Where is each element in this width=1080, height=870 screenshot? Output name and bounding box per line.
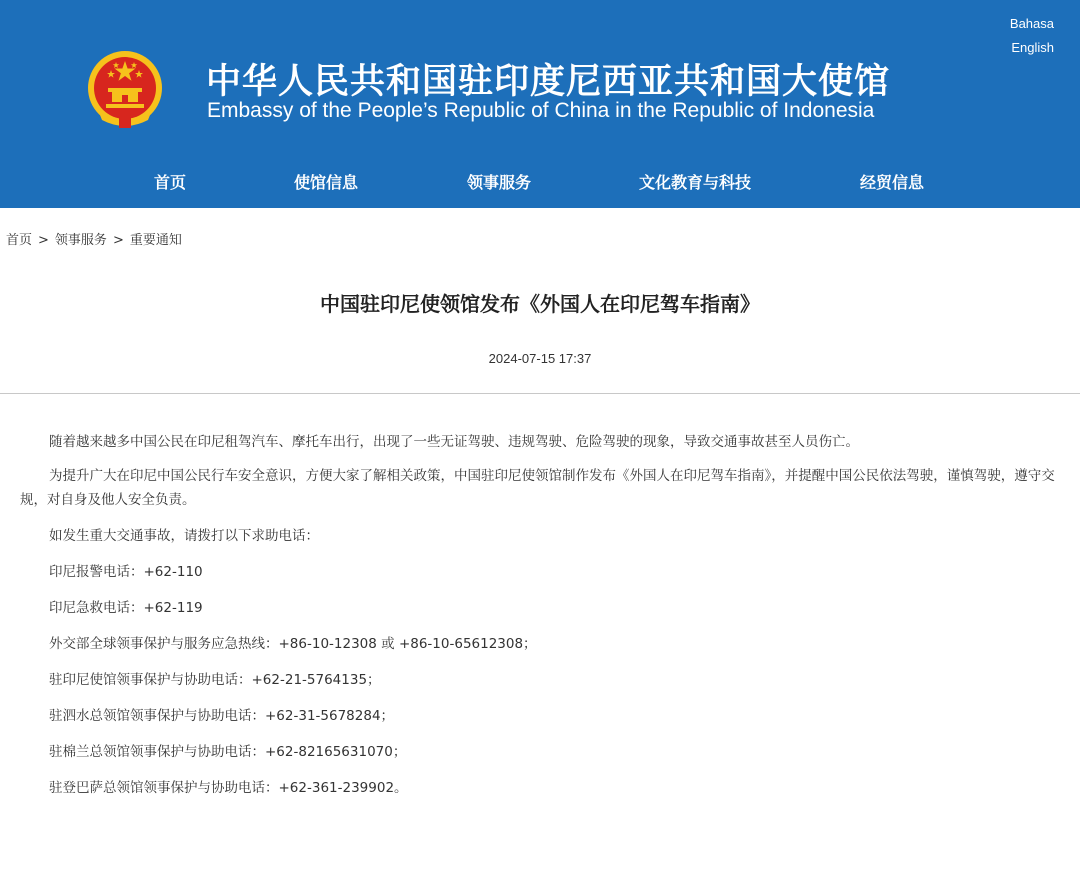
main-nav <box>0 158 1080 202</box>
article-paragraph: 如发生重大交通事故，请拨打以下求助电话： <box>49 528 319 544</box>
site-title-cn: 中华人民共和国驻印度尼西亚共和国大使馆 <box>206 62 891 102</box>
breadcrumb-separator: > <box>112 233 124 248</box>
breadcrumb-separator: > <box>38 233 49 248</box>
article-body <box>20 430 1062 812</box>
hotline-item: 印尼报警电话：+62-110 <box>49 564 203 580</box>
hotline-item: 驻登巴萨总领馆领事保护与协助电话：+62-361-239902。 <box>49 780 408 796</box>
breadcrumb-consular-services[interactable]: 领事服务 <box>54 233 107 248</box>
hotline-item: 驻印尼使馆领事保护与协助电话：+62-21-5764135； <box>49 672 381 688</box>
hotline-item: 驻泗水总领馆领事保护与协助电话：+62-31-5678284； <box>49 708 395 724</box>
site-header <box>0 0 1080 208</box>
article-paragraph: 随着越来越多中国公民在印尼租驾汽车、摩托车出行，出现了一些无证驾驶、违规驾驶、危险驾驶的现象，导致交通事故甚至人员伤亡。 <box>49 434 859 450</box>
article-date: 2024-07-15 17:37 <box>488 351 592 366</box>
site-title-en: Embassy of the People’s Republic of China in the Republic of Indonesia <box>207 99 875 122</box>
article-title: 中国驻印尼使领馆发布《外国人在印尼驾车指南》 <box>320 292 760 316</box>
nav-item-embassy-info[interactable]: 使馆信息 <box>294 173 359 192</box>
breadcrumb-important-notices[interactable]: 重要通知 <box>129 233 182 248</box>
breadcrumb-home[interactable]: 首页 <box>6 233 33 248</box>
hotline-item: 驻棉兰总领馆领事保护与协助电话：+62-82165631070； <box>49 744 407 760</box>
nav-item-economy-trade[interactable]: 经贸信息 <box>860 173 925 192</box>
language-link-bahasa[interactable]: Bahasa <box>1009 16 1054 31</box>
title-divider <box>0 393 1080 394</box>
hotline-item: 印尼急救电话：+62-119 <box>49 600 203 616</box>
nav-item-home[interactable]: 首页 <box>154 173 187 192</box>
article-paragraph: 为提升广大在印尼中国公民行车安全意识，方便大家了解相关政策，中国驻印尼使领馆制作发布《外国人在印尼驾车指南》，并提醒中国公民依法驾驶，谨慎驾驶，遵守交规，对自身及他人安全负责。 <box>20 468 1055 508</box>
hotline-item: 外交部全球领事保护与服务应急热线：+86-10-12308 或 +86-10-65612308； <box>49 636 537 652</box>
nav-item-culture-education[interactable]: 文化教育与科技 <box>639 173 752 192</box>
national-emblem-icon <box>86 48 164 130</box>
language-link-english[interactable]: English <box>1011 40 1054 55</box>
nav-item-consular-services[interactable]: 领事服务 <box>467 173 532 192</box>
breadcrumb <box>6 229 182 248</box>
